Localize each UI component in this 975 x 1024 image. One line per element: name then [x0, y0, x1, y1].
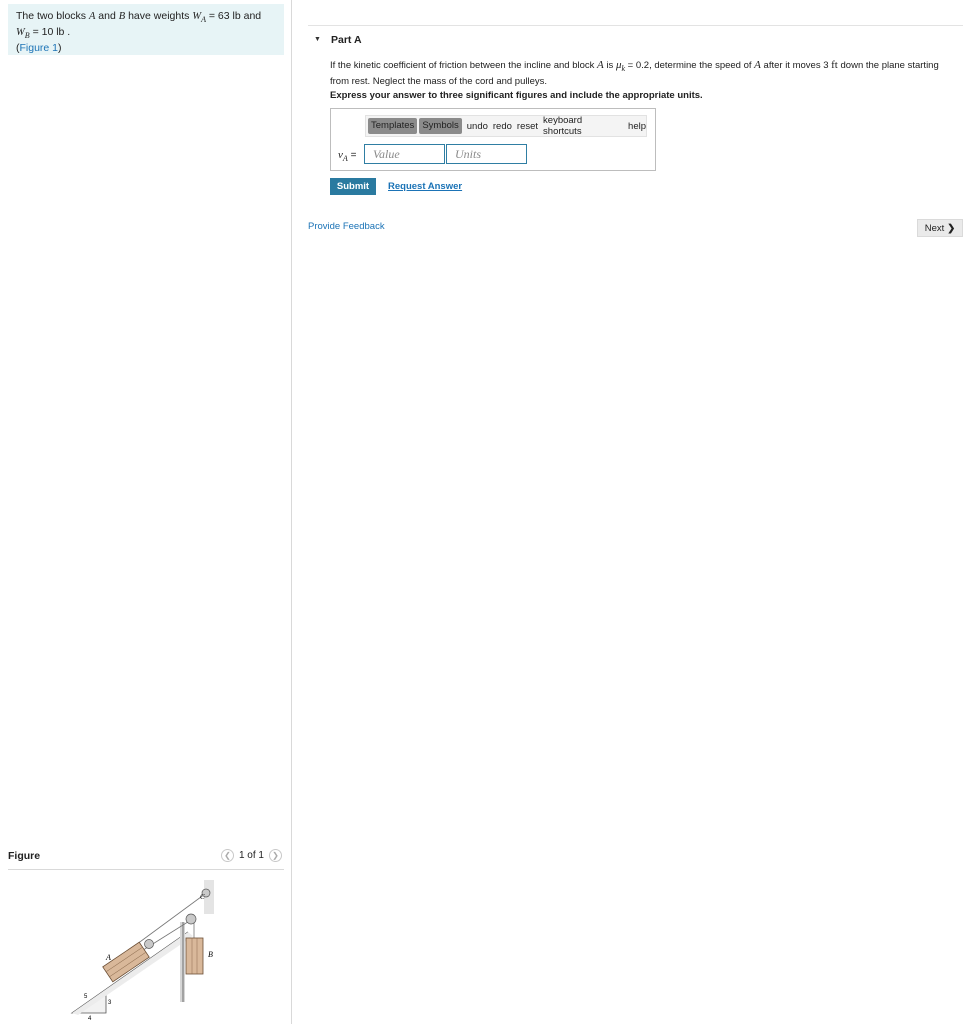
question-part: is	[606, 60, 614, 71]
keyboard-shortcuts-button[interactable]: keyboard shortcuts	[543, 115, 583, 137]
figure-link[interactable]: Figure 1	[19, 42, 59, 55]
pager-count: 1 of 1	[238, 850, 264, 861]
figure-image	[8, 872, 284, 1022]
next-figure-button[interactable]	[269, 849, 282, 862]
question-part: If the kinetic coefficient of friction between the incline and block	[330, 60, 595, 71]
figure-label-c: C	[200, 893, 205, 901]
prev-figure-button[interactable]	[221, 849, 234, 862]
intro-text: and	[98, 10, 116, 22]
weight-a-value: = 63 lb and	[208, 10, 262, 22]
unit-ft: ft	[831, 59, 838, 71]
problem-statement: The two blocks A and B have weights $W_A = 63$ lb and $W_B = 10$ lb . (Figure 1)	[8, 4, 284, 55]
answer-box	[330, 108, 656, 171]
symbols-button[interactable]: Symbols	[419, 118, 461, 134]
figure-header	[8, 848, 284, 870]
question-part: after it moves 3	[763, 60, 829, 71]
chevron-right-icon: ❯	[947, 222, 956, 234]
variable-symbol: v	[338, 149, 343, 161]
weight-a-subscript: A	[201, 15, 206, 25]
help-button[interactable]: help	[628, 120, 646, 132]
undo-button[interactable]: undo	[466, 120, 488, 132]
weight-b-value: = 10 lb .	[32, 26, 71, 39]
support-wall	[180, 922, 185, 1002]
figure-title: Figure	[8, 850, 41, 862]
mu-subscript: k	[621, 63, 626, 73]
part-title: Part A	[331, 34, 362, 46]
question-text	[330, 59, 960, 88]
intro-text: have weights	[128, 10, 190, 22]
pulley-on-block	[145, 940, 154, 949]
block-b	[186, 938, 203, 974]
chevron-right-icon: ❯	[272, 851, 279, 860]
redo-button[interactable]: redo	[492, 120, 512, 132]
slope-label-3: 3	[108, 1000, 112, 1006]
block-a-symbol: A	[597, 59, 604, 71]
figure-label-a: A	[106, 953, 111, 962]
answer-variable	[338, 149, 356, 163]
submit-button[interactable]: Submit	[330, 178, 376, 195]
next-button-label: Next	[924, 222, 945, 234]
templates-button[interactable]: Templates	[368, 118, 417, 134]
units-input[interactable]	[446, 144, 527, 164]
pulley-top	[186, 914, 196, 924]
chevron-left-icon: ❮	[224, 851, 231, 860]
equals-sign: =	[350, 150, 357, 161]
question-part: = 0.2, determine the speed of	[627, 60, 752, 71]
slope-label-4: 4	[88, 1016, 92, 1022]
part-a-header[interactable]	[308, 25, 963, 53]
left-panel	[0, 0, 292, 1024]
provide-feedback-link[interactable]: Provide Feedback	[308, 221, 385, 232]
right-panel	[293, 0, 975, 1024]
request-answer-link[interactable]: Request Answer	[388, 181, 463, 192]
next-button[interactable]	[917, 219, 963, 237]
incline-body	[72, 932, 193, 1015]
block-b-symbol: B	[118, 11, 126, 22]
reset-button[interactable]: reset	[516, 120, 539, 132]
answer-instruction: Express your answer to three significant figures and include the appropriate units.	[330, 90, 703, 101]
figure-pager	[221, 849, 282, 862]
block-a-symbol: A	[754, 59, 761, 71]
figure-label-b: B	[208, 950, 213, 959]
weight-b-symbol: W	[16, 27, 25, 39]
question-part: down the plane starting from rest. Neglect the mass of the cord and pulleys.	[330, 60, 939, 87]
math-toolbar	[365, 115, 647, 137]
value-input[interactable]	[364, 144, 445, 164]
mu-symbol: μ	[615, 59, 622, 71]
weight-b-subscript: B	[24, 31, 30, 41]
weight-a-symbol: W	[192, 11, 202, 22]
slope-label-5: 5	[84, 994, 88, 1000]
variable-subscript: A	[342, 154, 348, 163]
block-a-symbol: A	[88, 11, 96, 22]
intro-text: The two blocks	[16, 10, 87, 22]
caret-down-icon[interactable]: ▼	[314, 36, 321, 43]
